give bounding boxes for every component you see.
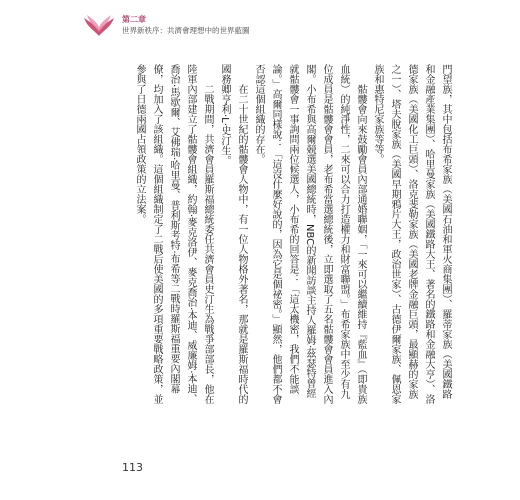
paragraph: 骷髏會向來鼓勵會員內部通婚聯姻，「一來可以繼續維持『藍血』（即貴族血統）的純淨性，二來可以合力打造權力和財富聯盟。」布希家族中至少有九位成員是骷髏會會員，老布希當選總統後，立即選取了五名骷髏會會員進入內閣。小布希與高爾競選美國總統時，NBC的新聞訪談主持人羅姆·茲瑟特曾經就骷髏會一事詢問兩位候選人，小布希的回答是：「這太機密，我們不能談論。」高爾同樣說：「這沒什麼好說的，因為它是個祕密。」顯然，他們都不會否認這個組織的存在。 (253, 64, 366, 404)
page-number: 113 (122, 461, 143, 474)
paragraph: 二戰期間，共濟會員羅斯福總統委任共濟會員史汀生為戰爭部部長，他在陸軍內部建立了骷髏會組織，約翰·麥克洛伊、麥克喬治·本迪、威廉姆·本迪、喬治·馬歇爾、艾佛瑞·哈里曼、普利斯考特·布希等二戰時羅斯福重要內閣幕僚，均加入了該組織。這個組織制定了二戰后使美國的多項重要戰略政策，並參與了日德兩國占領政策的立法案。 (134, 64, 213, 404)
chapter-label: 第二章 (122, 15, 146, 24)
chapter-subtitle: 世界新秩序：共濟會理想中的世界藍圖 (122, 26, 250, 35)
winged-emblem-icon (84, 12, 114, 38)
paragraph: 在二十世紀的骷髏會人物中，有一位人物格外著名，那就是羅斯福時代的國務卿亨利·L·史汀生。 (219, 64, 247, 404)
vertical-body-text (134, 64, 454, 404)
paragraph: 門望族，其中包括布希家族（美國石油和軍火商集團）、羅蒂家族（美國鐵路和金融產業集團）、哈里曼家族（美國鐵路大王、著名的鐵路和金融大亨）、洛德家族（美國化工巨頭）、洛克斐勒家族（美國老牌金融巨頭，最顯赫的家族之一）、塔夫脫家族（美國早期鴉片大王，政治世家）、古德伊爾家族、佩恩家族和惠特尼家族等等。 (372, 64, 451, 404)
